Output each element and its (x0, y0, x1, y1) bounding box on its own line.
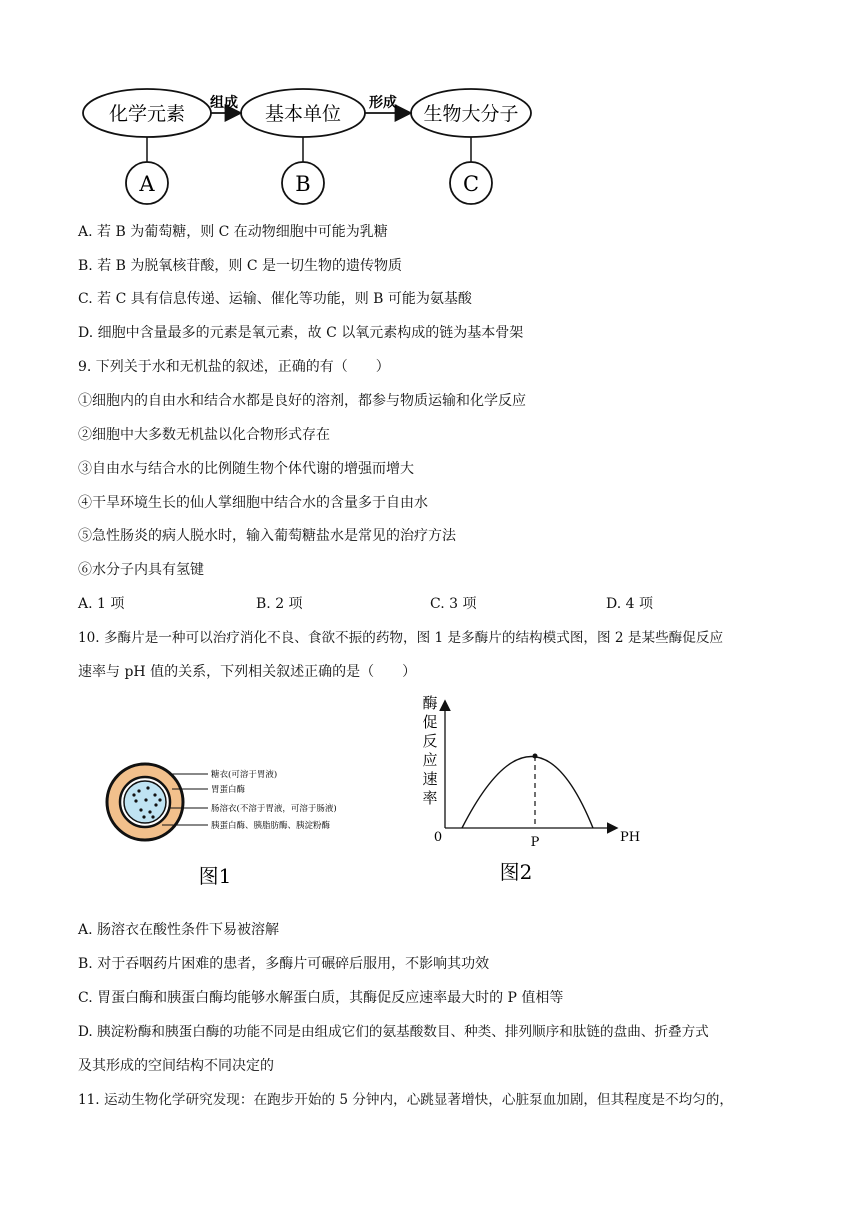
q8-option-a: A. 若 B 为葡萄糖，则 C 在动物细胞中可能为乳糖 (78, 224, 388, 240)
q9-statement-1: ①细胞内的自由水和结合水都是良好的溶剂，都参与物质运输和化学反应 (78, 393, 526, 409)
q9-statement-2: ②细胞中大多数无机盐以化合物形式存在 (78, 427, 330, 443)
q10-option-b: B. 对于吞咽药片困难的患者，多酶片可碾碎后服用，不影响其功效 (78, 956, 490, 972)
svg-text:反: 反 (422, 732, 438, 750)
q9-statement-4: ④干旱环境生长的仙人掌细胞中结合水的含量多于自由水 (78, 495, 428, 511)
q9-option-b: B. 2 项 (256, 596, 303, 612)
svg-text:速: 速 (422, 770, 438, 788)
q10-option-d: D. 胰淀粉酶和胰蛋白酶的功能不同是由组成它们的氨基酸数目、种类、排列顺序和肽链的盘曲、折叠方式 (78, 1024, 709, 1040)
q8-option-b: B. 若 B 为脱氧核苷酸，则 C 是一切生物的遗传物质 (78, 258, 402, 274)
q8-option-d: D. 细胞中含量最多的元素是氧元素，故 C 以氧元素构成的链为基本骨架 (78, 325, 524, 341)
node-units-label: 基本单位 (264, 103, 342, 125)
circle-a-label: A (139, 172, 155, 196)
node-macromolecule-label: 生物大分子 (423, 103, 519, 125)
q9-option-a: A. 1 项 (78, 596, 125, 612)
svg-text:应: 应 (422, 751, 438, 769)
svg-text:酶: 酶 (422, 694, 438, 712)
q10-stem-line1: 10. 多酶片是一种可以治疗消化不良、食欲不振的药物，图 1 是多酶片的结构模式图，图 2 是某些酶促反应 (78, 630, 724, 646)
svg-text:促: 促 (422, 713, 438, 731)
circle-c-label: C (462, 172, 480, 196)
fig1-label-pancreatic-enzymes: 胰蛋白酶、胰脂肪酶、胰淀粉酶 (211, 821, 331, 831)
fig1-caption: 图1 (198, 864, 232, 888)
fig1-label-pepsin: 胃蛋白酶 (211, 785, 246, 795)
fig2-caption: 图2 (499, 860, 533, 884)
figure-1-tablet (100, 755, 380, 895)
arrow-compose-label: 组成 (210, 95, 238, 111)
q10-option-a: A. 肠溶衣在酸性条件下易被溶解 (78, 922, 280, 938)
q10-stem-line2: 速率与 pH 值的关系，下列相关叙述正确的是（ ） (78, 664, 417, 680)
flow-diagram (70, 80, 550, 210)
figure-2-ph-curve (418, 690, 658, 890)
q9-statement-5: ⑤急性肠炎的病人脱水时，输入葡萄糖盐水是常见的治疗方法 (78, 528, 456, 544)
q9-stem: 9. 下列关于水和无机盐的叙述，正确的有（ ） (78, 359, 390, 375)
q11-stem-line1: 11. 运动生物化学研究发现：在跑步开始的 5 分钟内，心跳显著增快，心脏泵血加剧，但其程度是不均匀的， (78, 1092, 733, 1108)
svg-text:率: 率 (422, 789, 438, 807)
fig2-ylabel (422, 694, 437, 807)
node-elements-label: 化学元素 (108, 103, 186, 125)
q9-statement-6: ⑥水分子内具有氢键 (78, 562, 204, 578)
fig1-label-sugar-coat: 糖衣(可溶于胃液) (211, 770, 278, 780)
fig2-curve (462, 757, 593, 829)
circle-b-label: B (295, 172, 311, 196)
fig2-origin: 0 (433, 830, 443, 845)
q9-option-d: D. 4 项 (606, 596, 653, 612)
fig2-peak-label: P (530, 835, 540, 850)
q10-option-c: C. 胃蛋白酶和胰蛋白酶均能够水解蛋白质，其酶促反应速率最大时的 P 值相等 (78, 990, 564, 1006)
arrow-form-label: 形成 (369, 95, 397, 111)
q10-option-d-continued: 及其形成的空间结构不同决定的 (78, 1058, 274, 1074)
fig2-xlabel: PH (619, 830, 641, 845)
q9-statement-3: ③自由水与结合水的比例随生物个体代谢的增强而增大 (78, 461, 414, 477)
q8-option-c: C. 若 C 具有信息传递、运输、催化等功能，则 B 可能为氨基酸 (78, 291, 472, 307)
fig1-label-enteric-coat: 肠溶衣(不溶于胃液，可溶于肠液) (211, 804, 337, 814)
q9-option-c: C. 3 项 (430, 596, 477, 612)
